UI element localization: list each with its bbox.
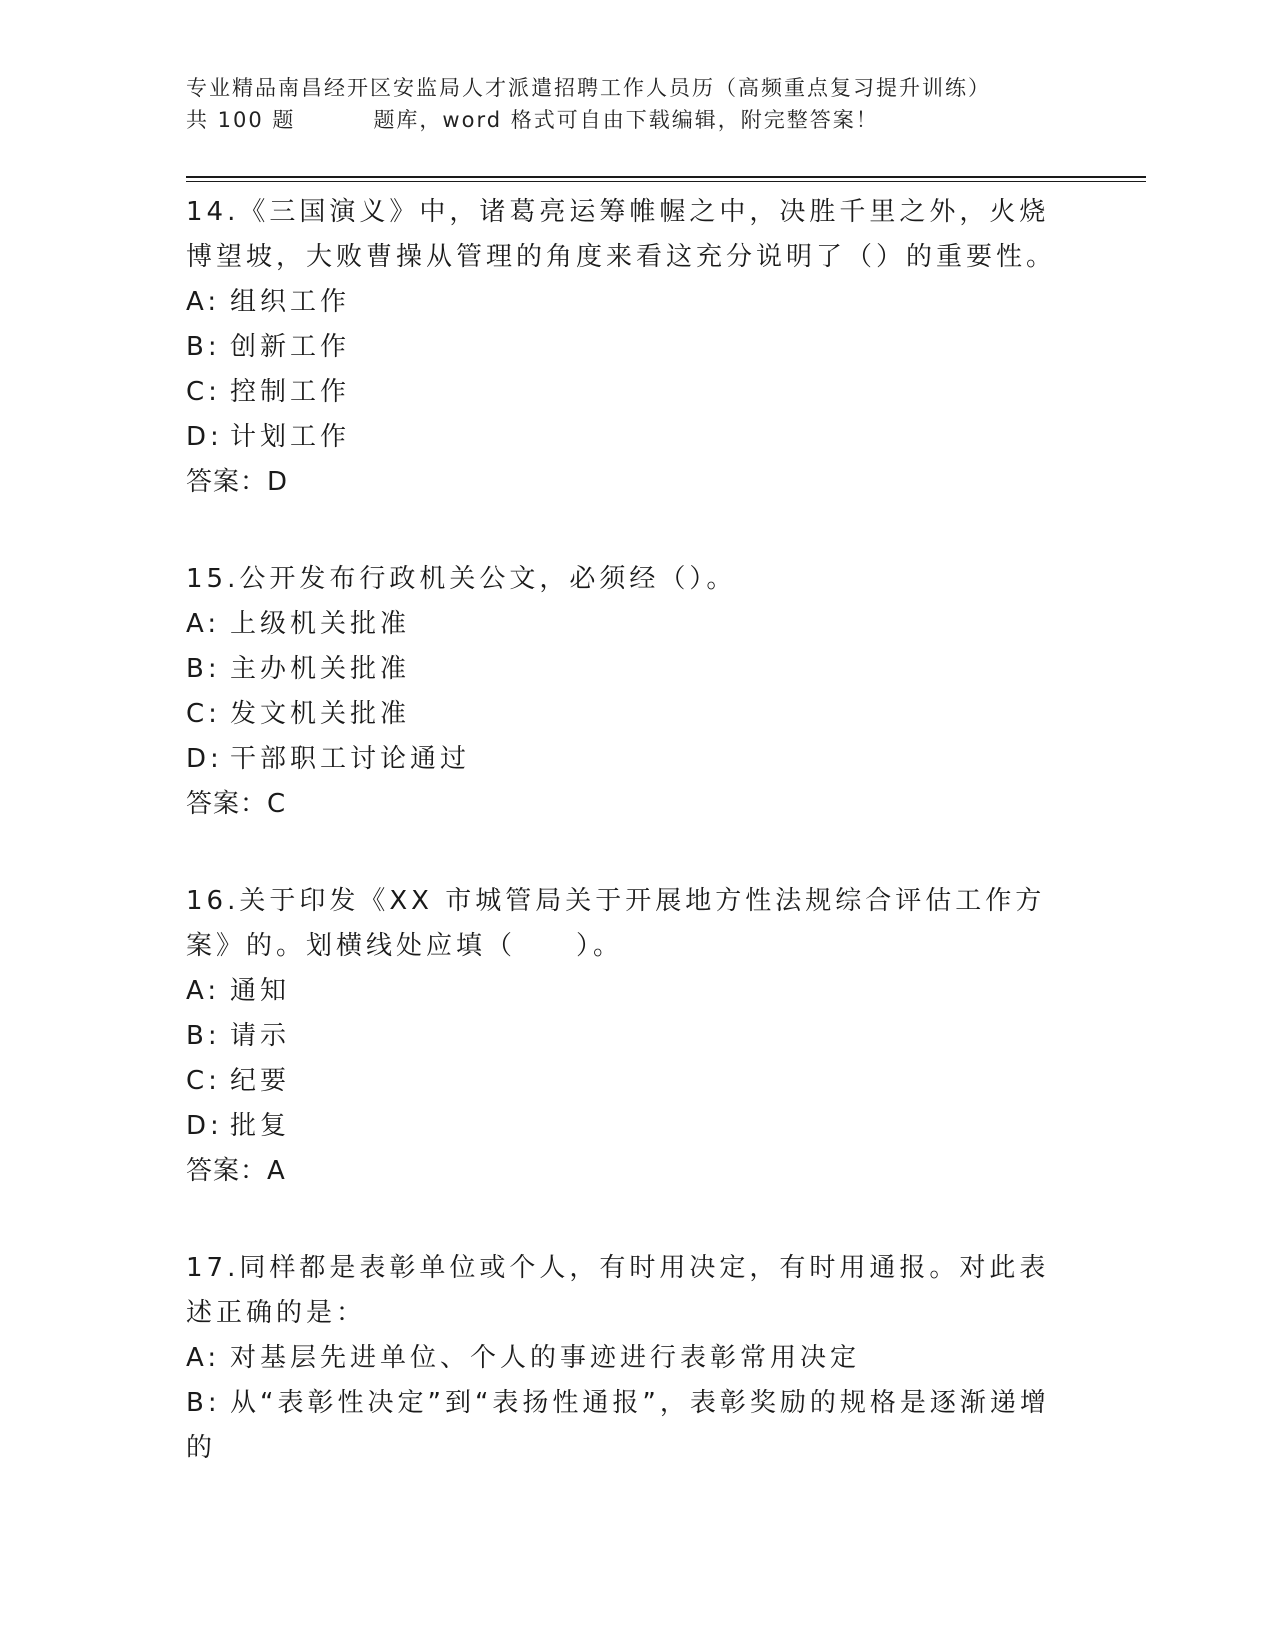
option-b [186,1381,1071,1471]
option-key: D: [186,422,223,452]
option-a [186,1336,1071,1381]
answer-line: 答案：C [186,789,287,819]
question-list [186,190,1071,1523]
option-key: A: [186,976,221,1006]
option-text: 纪要 [230,1066,291,1096]
option-text: 干部职工讨论通过 [230,744,471,774]
option-key: B: [186,332,221,362]
option-d [186,1104,1071,1149]
question-14 [186,190,1071,505]
option-a [186,969,1071,1014]
header-question-count: 共 100 题 [186,108,296,132]
question-15 [186,557,1071,827]
option-text: 控制工作 [230,377,351,407]
question-17 [186,1246,1071,1471]
option-key: B: [186,1021,221,1051]
option-key: C: [186,377,221,407]
answer-line: 答案：A [186,1156,286,1186]
question-stem: 16.关于印发《XX 市城管局关于开展地方性法规综合评估工作方案》的。划横线处应填（ ）。 [186,886,1046,961]
option-a [186,280,1071,325]
option-text: 通知 [230,976,291,1006]
option-key: B: [186,654,221,684]
option-a [186,602,1071,647]
option-c [186,1059,1071,1104]
option-text: 请示 [230,1021,291,1051]
question-stem: 14.《三国演义》中，诸葛亮运筹帷幄之中，决胜千里之外，火烧博望坡，大败曹操从管理的角度来看这充分说明了（）的重要性。 [186,197,1057,272]
option-key: A: [186,609,221,639]
option-key: D: [186,1111,223,1141]
option-key: A: [186,1343,221,1373]
option-d [186,737,1071,782]
option-text: 创新工作 [230,332,351,362]
option-text: 上级机关批准 [230,609,411,639]
option-b [186,325,1071,370]
header-format-note: 题库，word 格式可自由下载编辑，附完整答案！ [373,108,879,132]
option-key: D: [186,744,223,774]
option-c [186,370,1071,415]
option-key: C: [186,1066,221,1096]
option-text: 批复 [230,1111,291,1141]
option-text: 从“表彰性决定”到“表扬性通报”，表彰奖励的规格是逐渐递增的 [186,1388,1050,1463]
option-b [186,647,1071,692]
question-16 [186,879,1071,1194]
question-stem: 15.公开发布行政机关公文，必须经（）。 [186,564,737,594]
option-d [186,415,1071,460]
option-text: 发文机关批准 [230,699,411,729]
option-text: 计划工作 [230,422,351,452]
option-c [186,692,1071,737]
header-divider-thick [186,176,1146,178]
answer-line: 答案：D [186,467,289,497]
header-divider-thin [186,181,1146,182]
document-header [186,72,1146,136]
option-b [186,1014,1071,1059]
question-stem: 17.同样都是表彰单位或个人，有时用决定，有时用通报。对此表述正确的是： [186,1253,1050,1328]
header-subtitle [186,104,1146,136]
header-title: 专业精品南昌经开区安监局人才派遣招聘工作人员历（高频重点复习提升训练） [186,76,991,100]
option-text: 组织工作 [230,287,351,317]
option-key: B: [186,1388,221,1418]
option-key: A: [186,287,221,317]
option-key: C: [186,699,221,729]
option-text: 主办机关批准 [230,654,411,684]
option-text: 对基层先进单位、个人的事迹进行表彰常用决定 [230,1343,861,1373]
